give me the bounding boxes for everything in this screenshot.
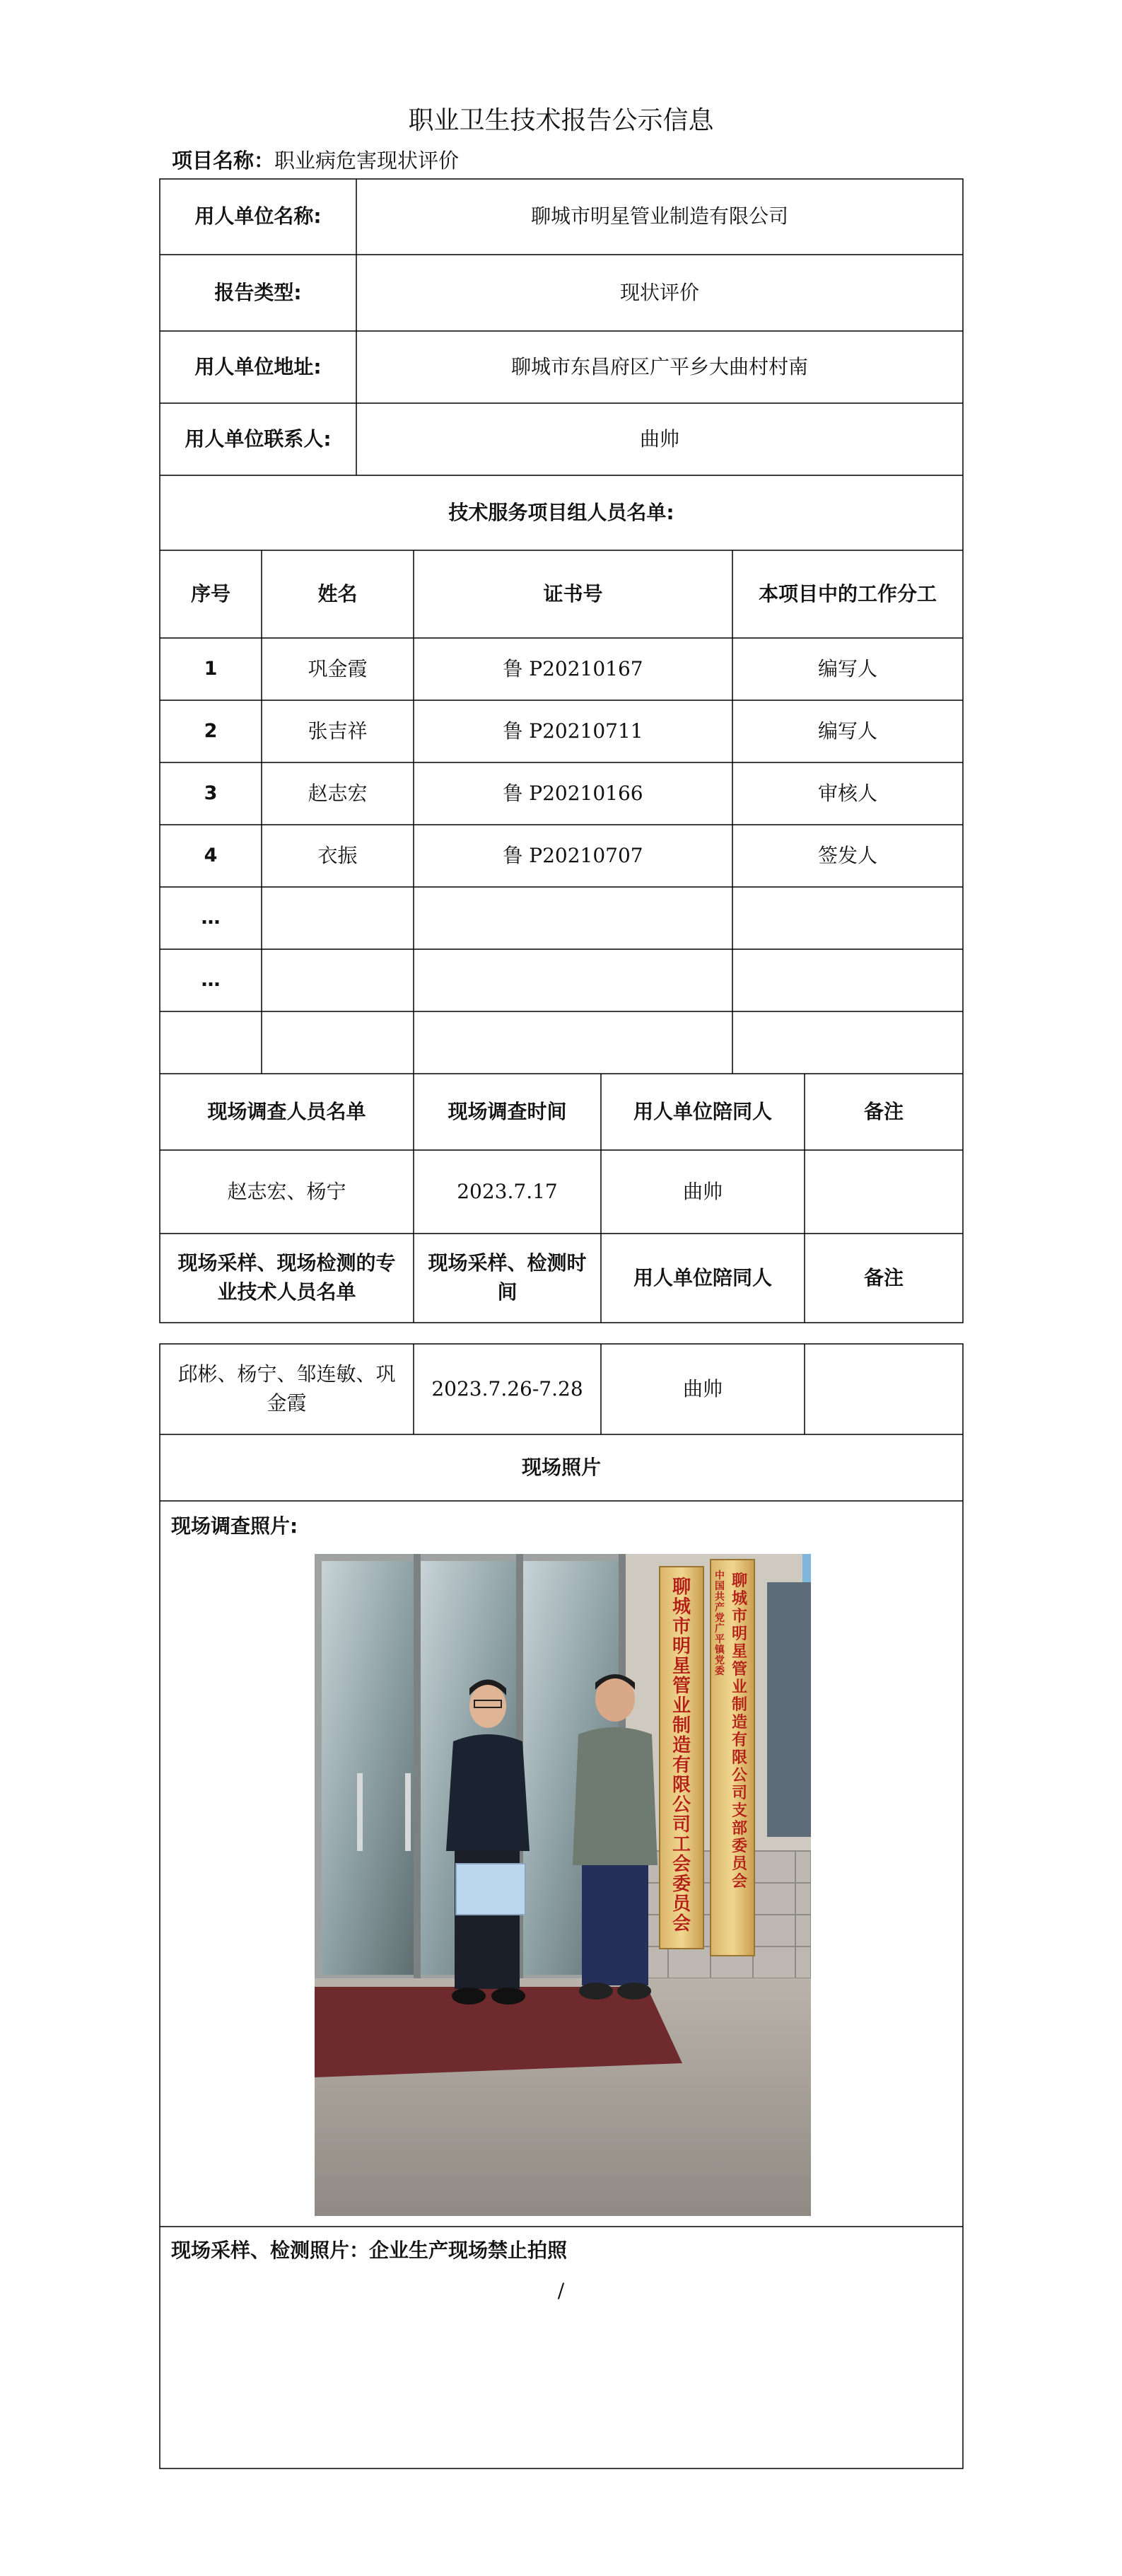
site-survey-photo (315, 1554, 811, 2216)
sampling-col-people: 现场采样、现场检测的专业技术人员名单 (177, 1251, 396, 1304)
survey-col-note: 备注 (863, 1099, 904, 1123)
team-row-role: 审核人 (817, 781, 877, 805)
sampling-photo-label: 现场采样、检测照片：企业生产现场禁止拍照 (171, 2239, 568, 2262)
team-col-role: 本项目中的工作分工 (758, 581, 937, 605)
team-row-no: 1 (204, 658, 218, 680)
info-value-address: 聊城市东昌府区广平乡大曲村村南 (510, 354, 808, 378)
team-col-no: 序号 (190, 581, 230, 605)
sampling-escort: 曲帅 (682, 1376, 723, 1400)
site-survey-photo-graphic (315, 1554, 811, 2216)
team-row-cert: 鲁 P20210166 (503, 781, 643, 805)
team-row-name: 张吉祥 (308, 719, 368, 743)
team-row-cert: 鲁 P20210707 (503, 843, 643, 867)
team-row-role: 编写人 (817, 656, 877, 680)
team-row-role: 编写人 (817, 719, 877, 743)
document-title: 职业卫生技术报告公示信息 (408, 106, 714, 135)
team-row-role: 签发人 (817, 843, 877, 867)
team-col-name: 姓名 (317, 581, 358, 605)
sampling-col-note: 备注 (863, 1265, 904, 1289)
survey-col-escort: 用人单位陪同人 (633, 1099, 772, 1123)
project-name-value: 职业病危害现状评价 (274, 149, 460, 173)
team-row-no: 2 (204, 720, 218, 743)
team-row-no: … (201, 969, 221, 992)
team-col-cert: 证书号 (543, 581, 603, 605)
sampling-people: 邱彬、杨宁、邹连敏、巩金霞 (177, 1362, 396, 1415)
team-row-no: 3 (204, 782, 218, 805)
survey-people: 赵志宏、杨宁 (227, 1179, 346, 1203)
survey-col-time: 现场调查时间 (448, 1099, 567, 1123)
team-row-no: 4 (204, 845, 218, 867)
survey-escort: 曲帅 (682, 1179, 723, 1203)
sampling-time: 2023.7.26-7.28 (431, 1376, 583, 1400)
info-label-company: 用人单位名称: (194, 204, 322, 228)
team-heading: 技术服务项目组人员名单: (448, 500, 674, 524)
photos-heading: 现场照片 (521, 1455, 601, 1479)
sampling-col-time: 现场采样、检测时间 (428, 1251, 587, 1304)
plaque-left-text: 聊城市明星管业制造有限公司工会委员会 (672, 1577, 691, 1934)
team-row-no: … (201, 907, 221, 929)
team-row-name: 赵志宏 (308, 781, 368, 805)
info-value-company: 聊城市明星管业制造有限公司 (530, 204, 788, 228)
project-name-label: 项目名称： (172, 149, 275, 173)
team-row-cert: 鲁 P20210167 (503, 656, 643, 680)
survey-photo-label: 现场调查照片: (171, 1514, 298, 1538)
survey-time: 2023.7.17 (457, 1179, 558, 1203)
survey-col-people: 现场调查人员名单 (207, 1099, 366, 1123)
info-label-address: 用人单位地址: (194, 354, 322, 378)
info-label-report-type: 报告类型: (214, 280, 302, 304)
team-row-name: 巩金霞 (308, 656, 368, 680)
team-row-name: 衣振 (317, 843, 358, 867)
sampling-col-escort: 用人单位陪同人 (633, 1265, 772, 1289)
plaque-right-small-text: 中国共产党广平镇党委 (715, 1570, 725, 1677)
plaque-right-text: 聊城市明星管业制造有限公司支部委员会 (731, 1572, 748, 1891)
info-label-contact: 用人单位联系人: (185, 427, 332, 451)
team-row-cert: 鲁 P20210711 (503, 719, 643, 743)
info-value-contact: 曲帅 (639, 427, 679, 451)
sampling-photo-value: / (557, 2279, 565, 2302)
info-value-report-type: 现状评价 (619, 280, 699, 304)
